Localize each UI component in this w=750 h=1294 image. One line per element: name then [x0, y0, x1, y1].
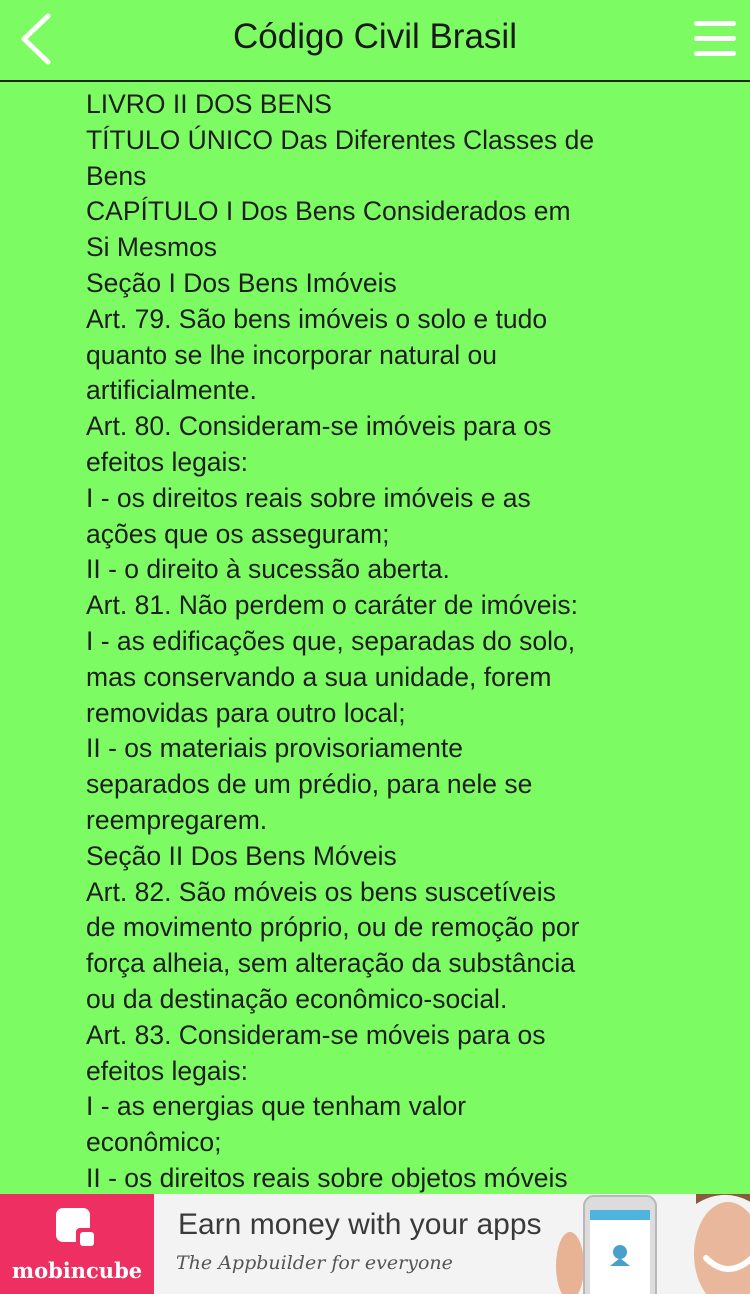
- text-line: I - os direitos reais sobre imóveis e as: [86, 482, 531, 513]
- text-line: CAPÍTULO I Dos Bens Considerados em: [86, 196, 571, 227]
- text-line: força alheia, sem alteração da substância: [86, 948, 576, 979]
- text-line: Si Mesmos: [86, 232, 218, 263]
- text-line: ações que os asseguram;: [86, 518, 390, 549]
- text-line: reempregarem.: [86, 804, 268, 835]
- text-line: I - as edificações que, separadas do solo,: [86, 625, 576, 656]
- page-title: Código Civil Brasil: [233, 17, 517, 56]
- article-text: [0, 82, 750, 1194]
- text-line: de movimento próprio, ou de remoção por: [86, 912, 580, 943]
- ad-brand: mobincube: [11, 1258, 143, 1283]
- text-line: efeitos legais:: [86, 1055, 249, 1086]
- text-line: quanto se lhe incorporar natural ou: [86, 339, 498, 370]
- ad-headline: Earn money with your apps: [178, 1208, 542, 1241]
- ad-logo[interactable]: [0, 1194, 154, 1294]
- text-line: separados de um prédio, para nele se: [86, 769, 533, 800]
- ad-banner[interactable]: [0, 1194, 750, 1294]
- text-line: Art. 80. Consideram-se imóveis para os: [86, 411, 552, 442]
- text-line: Bens: [86, 160, 147, 191]
- back-button[interactable]: [10, 8, 64, 70]
- ad-phone-image: [556, 1194, 750, 1294]
- text-line: Seção I Dos Bens Imóveis: [86, 267, 397, 298]
- app-header: [0, 0, 750, 82]
- menu-button[interactable]: [692, 16, 738, 62]
- chevron-left-icon: [24, 16, 48, 62]
- text-line: II - os materiais provisoriamente: [86, 733, 464, 764]
- text-line: Art. 81. Não perdem o caráter de imóveis:: [86, 590, 578, 621]
- article-content[interactable]: [0, 82, 750, 1194]
- text-line: Art. 83. Consideram-se móveis para os: [86, 1019, 546, 1050]
- text-line: Art. 79. São bens imóveis o solo e tudo: [86, 303, 548, 334]
- text-line: removidas para outro local;: [86, 697, 406, 728]
- text-line: TÍTULO ÚNICO Das Diferentes Classes de: [86, 124, 595, 155]
- text-line: mas conservando a sua unidade, forem: [86, 661, 552, 692]
- mobincube-logo-icon: [50, 1206, 104, 1250]
- text-line: econômico;: [86, 1127, 222, 1158]
- text-line: II - os direitos reais sobre objetos móveis: [86, 1162, 568, 1193]
- hamburger-menu-icon: [694, 21, 736, 56]
- ad-subline: The Appbuilder for everyone: [176, 1252, 453, 1274]
- text-line: LIVRO II DOS BENS: [86, 89, 332, 119]
- text-line: Art. 82. São móveis os bens suscetíveis: [86, 876, 556, 907]
- text-line: II - o direito à sucessão aberta.: [86, 554, 450, 585]
- text-line: ou da destinação econômico-social.: [86, 983, 508, 1014]
- text-line: efeitos legais:: [86, 446, 249, 477]
- text-line: Seção II Dos Bens Móveis: [86, 840, 397, 871]
- text-line: I - as energias que tenham valor: [86, 1091, 467, 1122]
- text-line: artificialmente.: [86, 375, 257, 406]
